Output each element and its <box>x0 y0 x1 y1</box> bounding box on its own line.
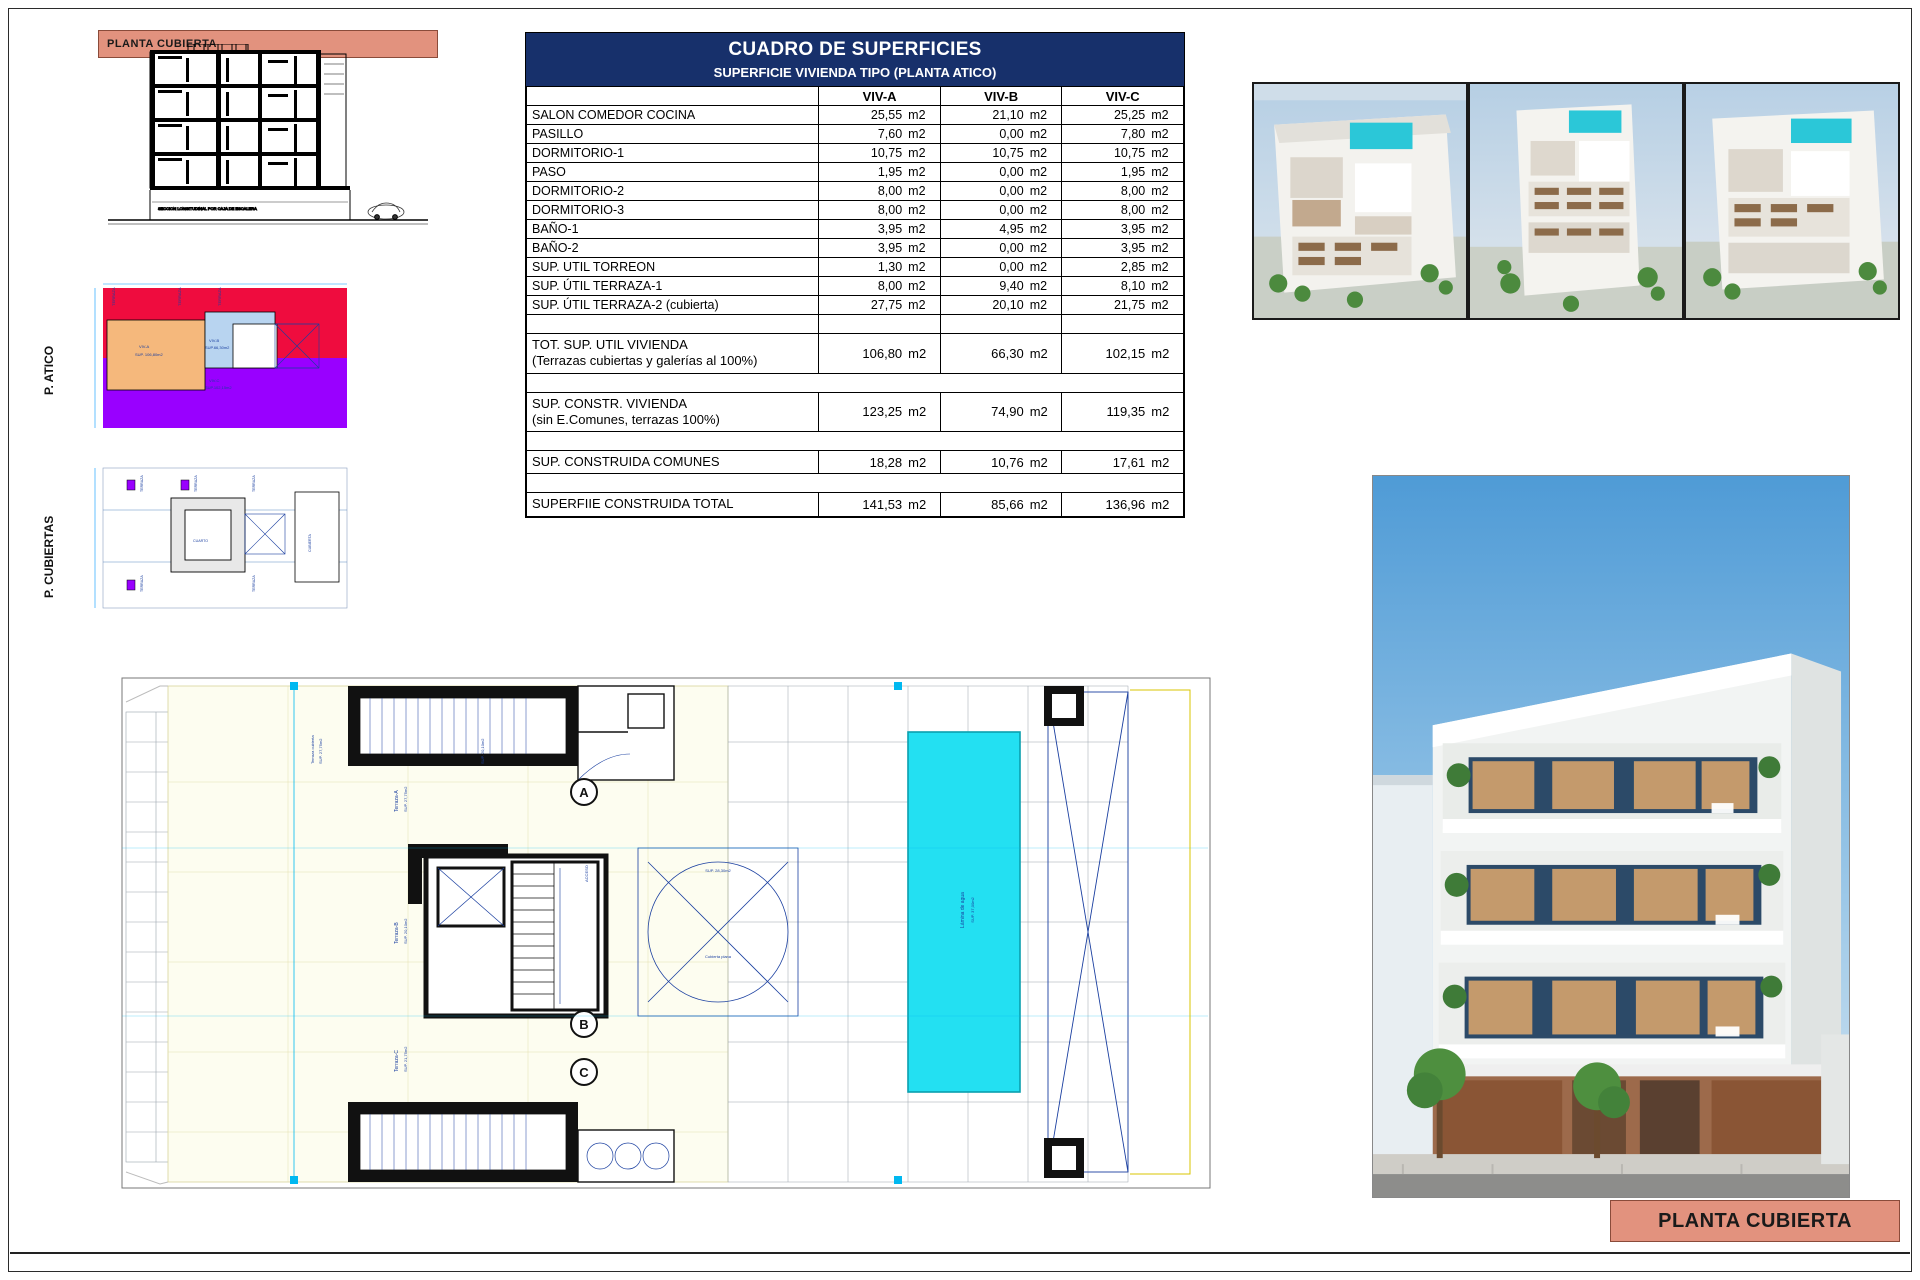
row-label: SUP. ÚTIL TERRAZA-2 (cubierta) <box>527 296 819 315</box>
table-spacer <box>527 373 1184 392</box>
svg-text:SUP.102,15m2: SUP.102,15m2 <box>205 385 232 390</box>
cell-viv-c: 21,75 <box>1062 296 1148 315</box>
table-total-row <box>527 392 1184 432</box>
cell-viv-b: 10,75 <box>940 144 1026 163</box>
cell-unit: m2 <box>1148 201 1183 220</box>
cell-viv-b: 0,00 <box>940 201 1026 220</box>
svg-text:CUARTO: CUARTO <box>193 539 209 543</box>
callout-letter-c: C <box>579 1065 589 1080</box>
svg-text:Terraza cubierta: Terraza cubierta <box>310 735 315 764</box>
cell-unit: m2 <box>1148 125 1183 144</box>
cell-unit: m2 <box>1148 239 1183 258</box>
table-row <box>527 144 1184 163</box>
cell-viv-c: 10,75 <box>1062 144 1148 163</box>
table-total-row <box>527 451 1184 474</box>
cell-unit: m2 <box>1027 334 1062 374</box>
total-label-line1: TOT. SUP. UTIL VIVIENDA <box>532 337 688 352</box>
row-label: DORMITORIO-3 <box>527 201 819 220</box>
svg-text:SUP. 27,75m2: SUP. 27,75m2 <box>318 738 323 764</box>
cell-unit: m2 <box>1148 493 1183 516</box>
table-row <box>527 106 1184 125</box>
cell-viv-c: 8,00 <box>1062 182 1148 201</box>
planta-cubierta-bottom-label: PLANTA CUBIERTA <box>1658 1209 1852 1232</box>
cell-unit: m2 <box>905 106 940 125</box>
col-header-viv-c: VIV-C <box>1062 87 1184 106</box>
svg-text:SUP. 37,00m2: SUP. 37,00m2 <box>970 897 975 923</box>
cell-viv-b: 0,00 <box>940 258 1026 277</box>
cell-viv-b: 0,00 <box>940 239 1026 258</box>
table-row <box>527 296 1184 315</box>
cell-unit: m2 <box>905 277 940 296</box>
total-viv-c: 102,15 <box>1062 334 1148 374</box>
svg-text:VIV-B: VIV-B <box>209 338 220 343</box>
cell-viv-c: 8,00 <box>1062 201 1148 220</box>
svg-text:TERRAZA: TERRAZA <box>217 287 222 306</box>
table-row <box>527 277 1184 296</box>
svg-text:TERRAZA: TERRAZA <box>140 475 144 492</box>
cell-unit: m2 <box>1027 201 1062 220</box>
cell-unit: m2 <box>905 296 940 315</box>
cell-unit: m2 <box>1148 296 1183 315</box>
cell-unit: m2 <box>1148 451 1183 474</box>
cell-unit: m2 <box>905 239 940 258</box>
cell-unit: m2 <box>905 201 940 220</box>
cell-viv-a: 1,95 <box>819 163 905 182</box>
cell-unit: m2 <box>1027 182 1062 201</box>
cell-unit: m2 <box>1027 144 1062 163</box>
svg-text:TERRAZA: TERRAZA <box>111 287 116 306</box>
cell-unit: m2 <box>1148 334 1183 374</box>
row-label: BAÑO-2 <box>527 239 819 258</box>
aerial-render-2 <box>1470 84 1682 318</box>
table-row <box>527 182 1184 201</box>
cell-unit: m2 <box>1148 182 1183 201</box>
svg-text:TERRAZA: TERRAZA <box>194 475 198 492</box>
row-label: BAÑO-1 <box>527 220 819 239</box>
total-label-line2: (sin E.Comunes, terrazas 100%) <box>532 411 720 427</box>
table-total-row <box>527 493 1184 516</box>
svg-text:SUP. 28,30m2: SUP. 28,30m2 <box>705 868 731 873</box>
svg-text:SUP. 106,80m2: SUP. 106,80m2 <box>135 352 163 357</box>
cell-viv-a: 1,30 <box>819 258 905 277</box>
total-viv-b: 85,66 <box>940 493 1026 516</box>
table-row <box>527 163 1184 182</box>
svg-text:TERRAZA: TERRAZA <box>140 575 144 592</box>
aerial-render-1 <box>1254 84 1466 318</box>
total-label-line1: SUPERFIIE CONSTRUIDA TOTAL <box>532 496 734 512</box>
table-header-row <box>527 87 1184 106</box>
row-label: PASILLO <box>527 125 819 144</box>
table-total-row <box>527 334 1184 374</box>
cell-viv-c: 3,95 <box>1062 239 1148 258</box>
label-p-cubiertas: P. CUBIERTAS <box>42 515 56 598</box>
cell-unit: m2 <box>1027 163 1062 182</box>
cell-viv-a: 7,60 <box>819 125 905 144</box>
svg-text:SUP.66,30m2: SUP.66,30m2 <box>205 345 230 350</box>
planta-cubierta-top-tag-label: PLANTA CUBIERTA <box>107 38 217 50</box>
cell-unit: m2 <box>905 220 940 239</box>
cell-viv-b: 4,95 <box>940 220 1026 239</box>
cell-viv-b: 20,10 <box>940 296 1026 315</box>
total-label-line1: SUP. CONSTR. VIVIENDA <box>532 395 688 411</box>
total-viv-a: 141,53 <box>819 493 905 516</box>
surfaces-table-grid <box>526 86 1184 517</box>
cell-viv-b: 21,10 <box>940 106 1026 125</box>
table-subtitle: SUPERFICIE VIVIENDA TIPO (PLANTA ATICO) <box>526 63 1184 86</box>
cell-viv-a: 8,00 <box>819 201 905 220</box>
total-viv-a: 123,25 <box>819 392 905 432</box>
total-viv-b: 66,30 <box>940 334 1026 374</box>
terrace-b-area: SUP. 20,10m2 <box>403 918 408 944</box>
cell-viv-a: 3,95 <box>819 239 905 258</box>
svg-text:CUBIERTA: CUBIERTA <box>308 534 312 552</box>
planta-cubierta-bottom-tag <box>1610 1200 1900 1242</box>
table-row <box>527 201 1184 220</box>
cell-unit: m2 <box>1148 220 1183 239</box>
terrace-c-label: Terraza-C <box>394 1050 400 1072</box>
title-block-rule <box>10 1252 1910 1254</box>
svg-text:VIV-C: VIV-C <box>209 378 220 383</box>
total-viv-c: 136,96 <box>1062 493 1148 516</box>
cell-unit: m2 <box>1148 163 1183 182</box>
cell-viv-c: 8,10 <box>1062 277 1148 296</box>
svg-text:VIV-A: VIV-A <box>139 344 150 349</box>
cell-unit: m2 <box>1027 258 1062 277</box>
row-label: DORMITORIO-1 <box>527 144 819 163</box>
surfaces-table <box>525 32 1185 518</box>
table-title: CUADRO DE SUPERFICIES <box>526 33 1184 63</box>
svg-text:SUP. 20,10m2: SUP. 20,10m2 <box>480 738 485 764</box>
cell-viv-c: 2,85 <box>1062 258 1148 277</box>
cell-viv-b: 0,00 <box>940 125 1026 144</box>
total-viv-b: 74,90 <box>940 392 1026 432</box>
cell-unit: m2 <box>905 125 940 144</box>
cell-viv-a: 25,55 <box>819 106 905 125</box>
aerial-render-3 <box>1686 84 1898 318</box>
table-blank-row <box>527 315 1184 334</box>
cell-unit: m2 <box>905 493 940 516</box>
cell-viv-b: 0,00 <box>940 182 1026 201</box>
aerial-renders-row <box>1252 82 1900 320</box>
cell-viv-a: 10,75 <box>819 144 905 163</box>
col-header-name <box>527 87 819 106</box>
cell-unit: m2 <box>905 144 940 163</box>
table-row <box>527 125 1184 144</box>
mini-plan-atico <box>85 282 363 442</box>
row-label: SALON COMEDOR COCINA <box>527 106 819 125</box>
callout-letter-a: A <box>579 785 589 800</box>
cell-unit: m2 <box>905 163 940 182</box>
terrace-b-label: Terraza-B <box>394 922 400 944</box>
cell-viv-a: 8,00 <box>819 182 905 201</box>
terrace-a-label: Terraza-A <box>394 790 400 812</box>
total-viv-c: 17,61 <box>1062 451 1148 474</box>
total-viv-b: 10,76 <box>940 451 1026 474</box>
table-row <box>527 258 1184 277</box>
cell-unit: m2 <box>1148 258 1183 277</box>
svg-text:Cubierta plana: Cubierta plana <box>704 954 732 959</box>
cell-viv-c: 7,80 <box>1062 125 1148 144</box>
row-label: SUP. UTIL TORREON <box>527 258 819 277</box>
facade-render <box>1372 475 1850 1198</box>
cell-unit: m2 <box>1027 125 1062 144</box>
cell-viv-a: 8,00 <box>819 277 905 296</box>
row-label: PASO <box>527 163 819 182</box>
label-p-atico: P. ATICO <box>42 345 56 395</box>
cell-unit: m2 <box>905 182 940 201</box>
table-row <box>527 239 1184 258</box>
cell-unit: m2 <box>1027 296 1062 315</box>
svg-text:SECCION LONGITUDINAL POR CAJA: SECCION LONGITUDINAL POR CAJA DE ESCALERA <box>158 206 257 211</box>
main-floor-plan <box>108 672 1228 1202</box>
total-label-line2: (Terrazas cubiertas y galerías al 100%) <box>532 353 758 369</box>
cell-unit: m2 <box>1027 493 1062 516</box>
row-label: DORMITORIO-2 <box>527 182 819 201</box>
svg-text:ACCESO: ACCESO <box>584 865 589 882</box>
building-section-drawing <box>98 30 438 260</box>
cell-viv-c: 25,25 <box>1062 106 1148 125</box>
terrace-c-area: SUP. 21,75m2 <box>403 1046 408 1072</box>
table-spacer <box>527 432 1184 451</box>
svg-text:TERRAZA: TERRAZA <box>177 287 182 306</box>
cell-unit: m2 <box>1027 220 1062 239</box>
cell-viv-c: 1,95 <box>1062 163 1148 182</box>
pool-label: Lámina de agua <box>960 892 966 928</box>
cell-unit: m2 <box>1027 451 1062 474</box>
cell-unit: m2 <box>1027 392 1062 432</box>
total-viv-c: 119,35 <box>1062 392 1148 432</box>
cell-unit: m2 <box>905 334 940 374</box>
cell-unit: m2 <box>1027 106 1062 125</box>
cell-unit: m2 <box>1148 106 1183 125</box>
cell-unit: m2 <box>1148 144 1183 163</box>
table-spacer <box>527 474 1184 493</box>
terrace-a-area: SUP. 27,75m2 <box>403 786 408 812</box>
cell-unit: m2 <box>905 258 940 277</box>
section-svg <box>98 44 438 254</box>
cell-unit: m2 <box>1148 392 1183 432</box>
cell-viv-a: 27,75 <box>819 296 905 315</box>
cell-viv-b: 0,00 <box>940 163 1026 182</box>
total-viv-a: 18,28 <box>819 451 905 474</box>
cell-unit: m2 <box>905 392 940 432</box>
table-row <box>527 220 1184 239</box>
svg-text:TERRAZA: TERRAZA <box>252 575 256 592</box>
col-header-viv-b: VIV-B <box>940 87 1062 106</box>
row-label: SUP. ÚTIL TERRAZA-1 <box>527 277 819 296</box>
total-label-line1: SUP. CONSTRUIDA COMUNES <box>532 454 720 469</box>
svg-text:TERRAZA: TERRAZA <box>252 475 256 492</box>
mini-plan-cubiertas <box>85 462 375 622</box>
total-viv-a: 106,80 <box>819 334 905 374</box>
cell-unit: m2 <box>1027 239 1062 258</box>
col-header-viv-a: VIV-A <box>819 87 941 106</box>
cell-unit: m2 <box>1027 277 1062 296</box>
cell-viv-a: 3,95 <box>819 220 905 239</box>
cell-viv-b: 9,40 <box>940 277 1026 296</box>
cell-unit: m2 <box>905 451 940 474</box>
callout-letter-b: B <box>579 1017 589 1032</box>
cell-viv-c: 3,95 <box>1062 220 1148 239</box>
cell-unit: m2 <box>1148 277 1183 296</box>
